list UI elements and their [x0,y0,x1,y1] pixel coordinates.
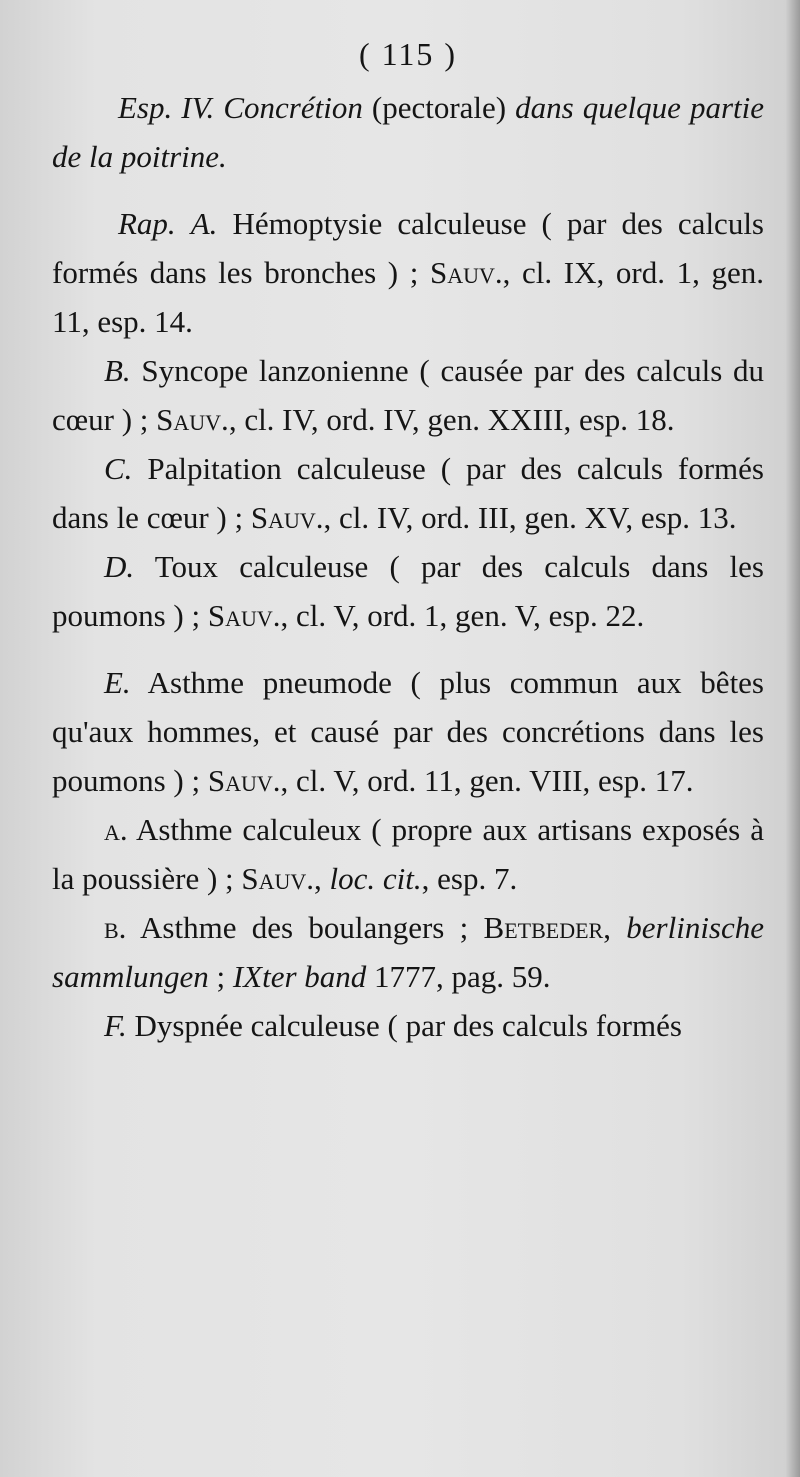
f-text-1: Dyspnée calculeuse ( par des calculs formés [126,1008,682,1043]
c-text-1: Palpitation calculeuse ( par des calculs formés dans le cœur ) ; [52,451,764,535]
ea-text-3: , esp. 7. [421,861,518,896]
c-text-2: , cl. IV, ord. III, gen. XV, esp. 13. [323,500,737,535]
eb-text-4: 1777, pag. 59. [366,959,551,994]
ea-text-2: , [314,861,330,896]
spacer [52,640,764,658]
eb-ixter: IXter band [232,959,367,994]
spacer [52,181,764,199]
paragraph-e-a [52,805,764,903]
d-sauv: Sauv. [207,598,281,633]
e-sauv: Sauv. [207,763,281,798]
a-sauv: Sauv. [430,255,503,290]
b-text-2: , cl. IV, ord. IV, gen. XXIII, esp. 18. [228,402,675,437]
esp-italic-a: dans [515,90,574,125]
esp-label: Esp. IV. [118,90,215,125]
paragraph-esp-iv [52,83,764,181]
a-label: A. [190,206,218,241]
paragraph-d [52,542,764,640]
esp-italic-b: quelque partie de la poitrine. [52,90,765,174]
eb-betbeder: Betbeder [483,910,604,945]
a-text-1: Hémoptysie calculeuse ( par des calculs formés dans les bronches ) ; [52,206,764,290]
ea-sauv: Sauv. [241,861,315,896]
paragraph-b [52,346,764,444]
paragraph-c [52,444,764,542]
d-text-1: Toux calculeuse ( par des calculs dans les poumons ) ; [52,549,764,633]
paragraph-a [52,199,764,346]
f-label: F. [104,1008,127,1043]
esp-text: (pectorale) [362,90,516,125]
paragraph-f [52,1001,764,1050]
eb-text-2: , [603,910,627,945]
ea-loc: loc. cit. [329,861,422,896]
eb-text-1: Asthme des boulangers ; [126,910,484,945]
b-text-1: Syncope lanzonienne ( causée par des calculs du cœur ) ; [52,353,764,437]
d-text-2: , cl. V, ord. 1, gen. V, esp. 22. [280,598,645,633]
ea-text-1: Asthme calculeux ( propre aux artisans exposés à la poussière ) ; [52,812,764,896]
page-edge-shadow [786,0,800,1477]
e-text-2: , cl. V, ord. 11, gen. VIII, esp. 17. [280,763,694,798]
b-label: B. [104,353,131,388]
paragraph-e-b [52,903,764,1001]
page-number: ( 115 ) [358,36,458,72]
esp-title: Concrétion [223,90,363,125]
a-text-2: , cl. IX, ord. 1, gen. 11, esp. 14. [52,255,764,339]
c-sauv: Sauv. [250,500,324,535]
c-label: C. [104,451,133,486]
eb-text-3: ; [208,959,233,994]
d-label: D. [104,549,135,584]
page-text [52,30,764,1050]
eb-label: b. [104,910,127,945]
paragraph-e [52,658,764,805]
ea-label: a. [104,812,128,847]
rap-label: Rap. [118,206,176,241]
e-label: E. [104,665,131,700]
e-text-1: Asthme pneumode ( plus commun aux bêtes qu'aux hommes, et causé par des concrétions dans les poumons ) ; [52,665,764,798]
eb-italic: berlinische sammlungen [52,910,765,994]
b-sauv: Sauv. [156,402,229,437]
